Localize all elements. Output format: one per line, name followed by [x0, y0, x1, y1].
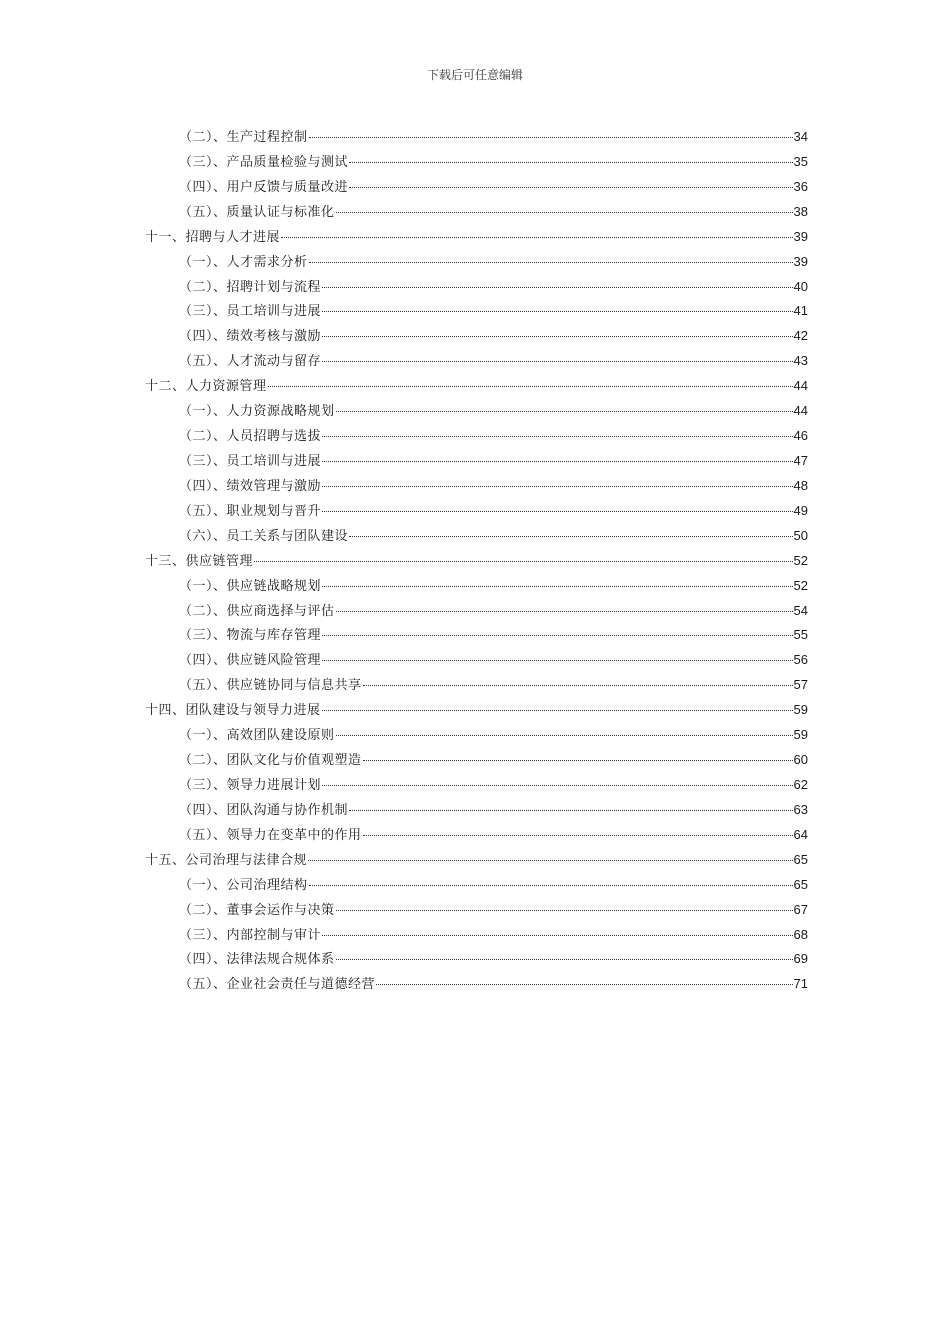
toc-dot-leader	[322, 660, 793, 661]
toc-page-number: 57	[793, 677, 808, 693]
toc-entry-title: （三）、领导力进展计划	[179, 777, 322, 793]
table-of-contents	[145, 126, 808, 998]
toc-section-entry[interactable]	[145, 649, 808, 674]
toc-page-number: 52	[793, 577, 808, 593]
page-header: 下载后可任意编辑	[426, 68, 523, 82]
toc-page-number: 65	[793, 876, 808, 892]
toc-section-entry[interactable]	[145, 724, 808, 749]
toc-page-number: 36	[793, 178, 808, 194]
toc-section-entry[interactable]	[145, 201, 808, 226]
toc-dot-leader	[336, 611, 793, 612]
toc-page-number: 34	[793, 129, 808, 144]
toc-dot-leader	[322, 336, 793, 337]
toc-dot-leader	[308, 860, 793, 861]
toc-entry-title: （三）、产品质量检验与测试	[179, 154, 349, 170]
toc-page-number: 59	[793, 702, 808, 718]
toc-section-entry[interactable]	[145, 749, 808, 774]
toc-dot-leader	[322, 311, 793, 312]
toc-section-entry[interactable]	[145, 350, 808, 375]
toc-dot-leader	[309, 885, 793, 886]
toc-section-entry[interactable]	[145, 126, 808, 151]
toc-section-entry[interactable]	[145, 774, 808, 799]
toc-dot-leader	[268, 386, 793, 387]
toc-dot-leader	[363, 685, 793, 686]
toc-dot-leader	[322, 710, 793, 711]
toc-section-entry[interactable]	[145, 251, 808, 276]
toc-entry-title: （四）、法律法规合规体系	[179, 952, 335, 968]
toc-chapter-entry[interactable]	[145, 849, 808, 874]
toc-page-number: 60	[793, 752, 808, 768]
toc-dot-leader	[281, 237, 793, 238]
toc-dot-leader	[336, 212, 793, 213]
toc-dot-leader	[322, 486, 793, 487]
toc-page-number: 52	[793, 552, 808, 568]
toc-page-number: 54	[793, 602, 808, 618]
toc-entry-title: （三）、员工培训与进展	[179, 304, 322, 320]
toc-entry-title: （六）、员工关系与团队建设	[179, 528, 349, 544]
toc-page-number: 49	[793, 502, 808, 518]
toc-section-entry[interactable]	[145, 575, 808, 600]
toc-section-entry[interactable]	[145, 475, 808, 500]
toc-section-entry[interactable]	[145, 500, 808, 525]
toc-page-number: 47	[793, 452, 808, 468]
toc-dot-leader	[322, 461, 793, 462]
toc-entry-title: （一）、人力资源战略规划	[179, 404, 335, 420]
toc-page-number: 44	[793, 378, 808, 394]
toc-chapter-entry[interactable]	[145, 550, 808, 575]
toc-entry-title: （四）、绩效考核与激励	[179, 329, 322, 345]
toc-section-entry[interactable]	[145, 674, 808, 699]
toc-dot-leader	[322, 635, 793, 636]
toc-dot-leader	[336, 910, 793, 911]
toc-entry-title: （一）、高效团队建设原则	[179, 728, 335, 744]
toc-entry-title: （三）、员工培训与进展	[179, 453, 322, 469]
toc-dot-leader	[336, 959, 793, 960]
toc-section-entry[interactable]	[145, 151, 808, 176]
toc-dot-leader	[336, 735, 793, 736]
toc-entry-title: 十五、公司治理与法律合规	[145, 852, 308, 868]
toc-page-number: 55	[793, 627, 808, 643]
toc-dot-leader	[363, 760, 793, 761]
toc-entry-title: （五）、人才流动与留存	[179, 354, 322, 370]
toc-entry-title: 十一、招聘与人才进展	[145, 229, 281, 245]
toc-chapter-entry[interactable]	[145, 226, 808, 251]
toc-dot-leader	[322, 361, 793, 362]
toc-dot-leader	[322, 511, 793, 512]
toc-page-number: 35	[793, 153, 808, 169]
toc-chapter-entry[interactable]	[145, 375, 808, 400]
toc-dot-leader	[336, 411, 793, 412]
toc-dot-leader	[254, 561, 793, 562]
toc-entry-title: （三）、内部控制与审计	[179, 927, 322, 943]
toc-dot-leader	[349, 162, 793, 163]
toc-dot-leader	[349, 187, 793, 188]
toc-entry-title: （四）、供应链风险管理	[179, 653, 322, 669]
toc-dot-leader	[309, 262, 793, 263]
toc-page-number: 44	[793, 403, 808, 419]
toc-entry-title: （五）、职业规划与晋升	[179, 503, 322, 519]
toc-entry-title: （三）、物流与库存管理	[179, 628, 322, 644]
toc-dot-leader	[349, 536, 793, 537]
toc-page-number: 39	[793, 228, 808, 244]
toc-page-number: 67	[793, 901, 808, 917]
toc-section-entry[interactable]	[145, 300, 808, 325]
toc-page-number: 71	[793, 976, 808, 992]
toc-entry-title: （一）、公司治理结构	[179, 877, 308, 893]
toc-page-number: 62	[793, 776, 808, 792]
toc-entry-title: （二）、团队文化与价值观塑造	[179, 753, 362, 769]
toc-dot-leader	[309, 137, 793, 138]
toc-entry-title: （一）、供应链战略规划	[179, 578, 322, 594]
toc-page-number: 38	[793, 203, 808, 219]
toc-page-number: 63	[793, 801, 808, 817]
toc-dot-leader	[322, 935, 793, 936]
toc-dot-leader	[322, 785, 793, 786]
toc-section-entry[interactable]	[145, 450, 808, 475]
toc-entry-title: （二）、董事会运作与决策	[179, 902, 335, 918]
toc-entry-title: （四）、用户反馈与质量改进	[179, 179, 349, 195]
toc-entry-title: 十二、人力资源管理	[145, 379, 267, 395]
toc-entry-title: （四）、绩效管理与激励	[179, 478, 322, 494]
toc-section-entry[interactable]	[145, 176, 808, 201]
toc-page-number: 41	[793, 303, 808, 319]
toc-dot-leader	[349, 810, 793, 811]
toc-entry-title: （二）、人员招聘与选拔	[179, 429, 322, 445]
toc-entry-title: （五）、领导力在变革中的作用	[179, 827, 362, 843]
toc-entry-title: （四）、团队沟通与协作机制	[179, 802, 349, 818]
toc-section-entry[interactable]	[145, 600, 808, 625]
toc-page-number: 56	[793, 652, 808, 668]
toc-page-number: 68	[793, 926, 808, 942]
toc-section-entry[interactable]	[145, 276, 808, 301]
toc-entry-title: （五）、质量认证与标准化	[179, 204, 335, 220]
toc-dot-leader	[322, 287, 793, 288]
toc-dot-leader	[376, 984, 793, 985]
toc-dot-leader	[322, 586, 793, 587]
toc-page-number: 59	[793, 727, 808, 743]
toc-entry-title: （二）、供应商选择与评估	[179, 603, 335, 619]
toc-page-number: 40	[793, 278, 808, 294]
toc-section-entry[interactable]	[145, 948, 808, 973]
toc-page-number: 39	[793, 253, 808, 269]
toc-section-entry[interactable]	[145, 899, 808, 924]
toc-section-entry[interactable]	[145, 824, 808, 849]
toc-page-number: 64	[793, 826, 808, 842]
toc-section-entry[interactable]	[145, 874, 808, 899]
toc-entry-title: （五）、企业社会责任与道德经营	[179, 977, 376, 993]
toc-page-number: 42	[793, 328, 808, 344]
toc-chapter-entry[interactable]	[145, 699, 808, 724]
toc-entry-title: （二）、生产过程控制	[179, 130, 308, 145]
toc-page-number: 46	[793, 428, 808, 444]
toc-entry-title: （五）、供应链协同与信息共享	[179, 678, 362, 694]
toc-page-number: 69	[793, 951, 808, 967]
toc-entry-title: （二）、招聘计划与流程	[179, 279, 322, 295]
toc-section-entry[interactable]	[145, 924, 808, 949]
toc-page-number: 43	[793, 353, 808, 369]
toc-entry-title: 十四、团队建设与领导力进展	[145, 703, 321, 719]
toc-section-entry[interactable]	[145, 624, 808, 649]
toc-section-entry[interactable]	[145, 325, 808, 350]
toc-section-entry[interactable]	[145, 799, 808, 824]
toc-page-number: 65	[793, 851, 808, 867]
toc-entry-title: 十三、供应链管理	[145, 553, 254, 569]
toc-dot-leader	[363, 835, 793, 836]
toc-dot-leader	[322, 436, 793, 437]
toc-section-entry[interactable]	[145, 425, 808, 450]
toc-section-entry[interactable]	[145, 400, 808, 425]
toc-section-entry[interactable]	[145, 525, 808, 550]
toc-page-number: 48	[793, 477, 808, 493]
toc-entry-title: （一）、人才需求分析	[179, 254, 308, 270]
toc-page-number: 50	[793, 527, 808, 543]
toc-section-entry[interactable]	[145, 973, 808, 998]
